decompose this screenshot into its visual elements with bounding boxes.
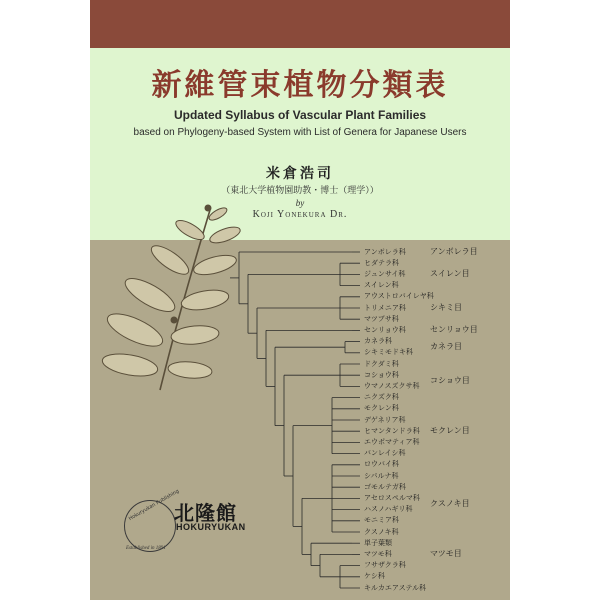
family-label: ウマノスズクサ科 xyxy=(364,381,420,390)
family-label: カネラ科 xyxy=(364,337,392,346)
order-label: マツモ目 xyxy=(430,549,462,559)
family-label: センリョウ科 xyxy=(364,325,406,334)
top-color-band xyxy=(90,0,510,48)
author-name-japanese: 米倉浩司 xyxy=(266,166,334,182)
family-label: アウストロバイレヤ科 xyxy=(364,292,434,301)
order-label: カネラ目 xyxy=(430,342,462,352)
family-label: キルカエアステル科 xyxy=(364,583,427,592)
title-english: Updated Syllabus of Vascular Plant Families xyxy=(173,108,427,122)
family-label: マツモ科 xyxy=(364,549,392,558)
family-label: バンレイシ科 xyxy=(364,449,406,458)
order-label: シキミ目 xyxy=(430,303,462,312)
family-label: フサザクラ科 xyxy=(364,561,406,570)
family-label: ゴモルテガ科 xyxy=(364,482,406,491)
family-label: 単子葉類 xyxy=(364,538,392,547)
family-label: トリメニア科 xyxy=(364,303,406,312)
family-label: ジュンサイ科 xyxy=(364,269,406,278)
plant-leaf xyxy=(167,360,212,380)
order-label: モクレン目 xyxy=(430,426,470,436)
plant-illustration xyxy=(90,200,330,400)
author-name-english: Koji Yonekura Dr. xyxy=(252,209,348,220)
order-label: スイレン目 xyxy=(430,269,470,279)
title-japanese: 新維管束植物分類表 xyxy=(151,68,449,103)
family-label: シキミモドキ科 xyxy=(364,348,413,357)
family-label: マツブサ科 xyxy=(364,314,399,323)
publisher-established: Established in 1891 xyxy=(126,546,166,551)
plant-leaf xyxy=(101,350,160,379)
family-label: ヒダテラ科 xyxy=(364,258,399,267)
publisher-name-english: HOKURYUKAN xyxy=(176,522,246,532)
order-label: センリョウ目 xyxy=(430,325,478,335)
family-label: デゲネリア科 xyxy=(364,415,406,424)
family-label: ニクズク科 xyxy=(364,393,399,402)
family-label: ハスノハギリ科 xyxy=(364,505,413,514)
family-label: コショウ科 xyxy=(364,370,399,379)
family-label: モクレン科 xyxy=(364,404,399,413)
family-label: ロウバイ科 xyxy=(364,460,399,469)
order-label: アンボレラ目 xyxy=(430,247,478,256)
plant-leaf xyxy=(103,307,167,352)
family-label: ヒマンタンドラ科 xyxy=(364,426,420,435)
publisher-name-japanese: 北隆館 xyxy=(174,501,237,525)
plant-leaf xyxy=(208,224,242,246)
plant-leaf xyxy=(173,217,207,243)
plant-flower xyxy=(205,205,211,211)
publisher-logo-arc-text: Hokuryukan Publishing xyxy=(127,488,181,523)
subtitle-english: based on Phylogeny-based System with List of Genera for Japanese Users xyxy=(133,127,467,138)
plant-leaf xyxy=(192,252,239,279)
family-label: アンボレラ科 xyxy=(364,247,406,256)
order-label: コショウ目 xyxy=(430,375,470,385)
book-cover xyxy=(90,0,510,600)
family-label: モニミア科 xyxy=(364,516,399,525)
family-label: ドクダミ科 xyxy=(364,359,399,368)
family-label: ケシ科 xyxy=(364,572,385,581)
order-label: クスノキ目 xyxy=(430,499,470,508)
by-text: by xyxy=(295,198,305,208)
family-label: スイレン科 xyxy=(364,281,399,290)
author-affiliation: （東北大学植物園助教・博士（理学）） xyxy=(221,186,379,196)
family-label: エウポマティア科 xyxy=(364,437,420,446)
plant-leaf xyxy=(170,324,219,346)
plant-leaf xyxy=(121,272,179,317)
family-label: シパルナ科 xyxy=(364,471,399,480)
plant-leaf xyxy=(147,241,192,279)
family-label: アセロスペルマ科 xyxy=(364,493,420,502)
family-label: クスノキ科 xyxy=(364,527,399,536)
plant-flower xyxy=(171,317,177,323)
plant-leaf xyxy=(180,287,230,313)
